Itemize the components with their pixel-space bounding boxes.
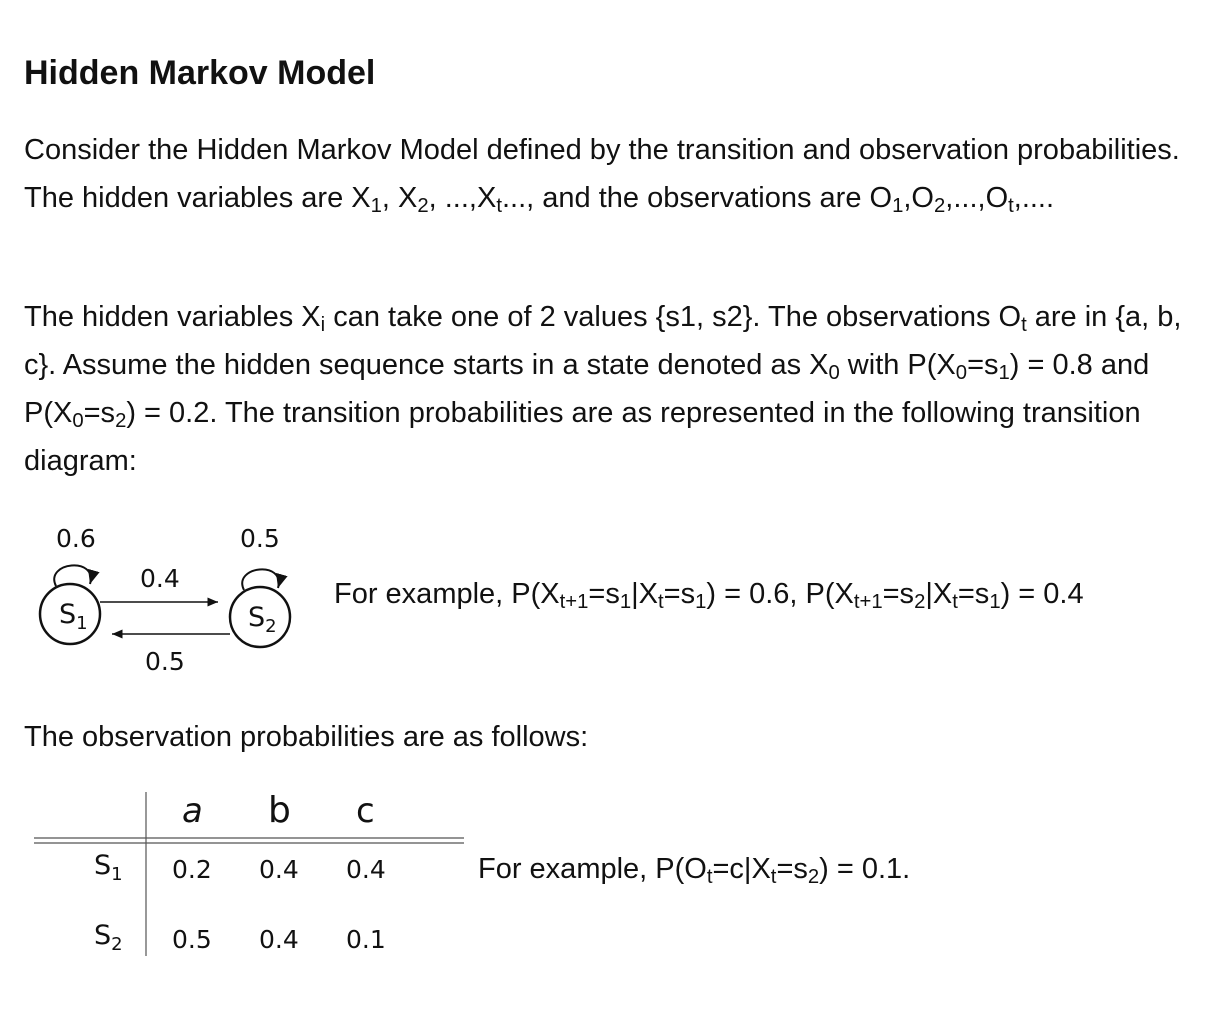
- text: are in {a, b, c}. Assume the hidden sequence starts in a state denoted as X: [24, 301, 1182, 381]
- text: ) = 0.6, P(X: [706, 578, 854, 610]
- subscript: 1: [695, 591, 707, 614]
- subscript: 2: [914, 591, 926, 614]
- cell-s1-a: 0.2: [172, 855, 212, 884]
- subscript: t: [952, 591, 958, 614]
- text: ,....: [1013, 182, 1055, 214]
- text: , ...,X: [428, 182, 497, 214]
- text: =s: [882, 578, 915, 610]
- s2-to-s1-prob: 0.5: [145, 647, 185, 676]
- cell-s2-c: 0.1: [346, 925, 386, 954]
- cell-s2-a: 0.5: [172, 925, 212, 954]
- cell-s2-b: 0.4: [259, 925, 299, 954]
- text: can take one of 2 values {s1, s2}. The observations O: [325, 301, 1022, 333]
- text: |X: [925, 578, 953, 610]
- subscript: 0: [828, 362, 840, 385]
- column-header-a: a: [182, 791, 203, 831]
- text: Consider the Hidden Markov Model defined by the transition and observation probabilities. The hidden variables are X: [24, 134, 1180, 214]
- subscript: 1: [892, 195, 904, 218]
- subscript: 2: [934, 195, 946, 218]
- observation-table-svg: [24, 780, 484, 970]
- text: =s: [967, 349, 999, 381]
- s1-to-s2-prob: 0.4: [140, 564, 180, 593]
- text: =c|X: [712, 853, 771, 885]
- hidden-variables-paragraph: [24, 293, 1194, 485]
- subscript: 1: [619, 591, 632, 614]
- observation-example: [478, 853, 911, 889]
- transition-diagram-svg: [24, 510, 324, 690]
- text: For example, P(O: [478, 853, 707, 885]
- text: with P(X: [839, 349, 956, 381]
- subscript: t: [706, 866, 713, 889]
- subscript: t+1: [853, 591, 883, 614]
- text: ) = 0.2. The transition probabilities are as represented in the following transition diagram:: [24, 397, 1141, 477]
- text: ..., and the observations are O: [501, 182, 893, 214]
- subscript: 2: [807, 866, 820, 889]
- subscript: i: [320, 314, 326, 337]
- subscript: 0: [955, 362, 968, 385]
- cell-s1-b: 0.4: [259, 855, 299, 884]
- text: |X: [631, 578, 659, 610]
- subscript: t: [496, 195, 502, 218]
- state-s1-label: $S_1$: [59, 599, 88, 634]
- subscript: t: [658, 591, 664, 614]
- text: For example, P(X: [334, 578, 560, 610]
- observation-intro: The observation probabilities are as follows:: [24, 721, 589, 753]
- text: , X: [381, 182, 418, 214]
- text: ) = 0.1.: [819, 853, 911, 885]
- intro-paragraph: [24, 126, 1194, 222]
- subscript: t: [770, 866, 777, 889]
- text: =s: [663, 578, 696, 610]
- text: ) = 0.4: [1000, 578, 1084, 610]
- row-label-s2: $S_2$: [94, 920, 123, 955]
- text: =s: [957, 578, 990, 610]
- text: ,O: [903, 182, 934, 214]
- text: The hidden variables X: [24, 301, 321, 333]
- text: =s: [776, 853, 808, 885]
- cell-s1-c: 0.4: [346, 855, 386, 884]
- subscript: 2: [115, 410, 127, 433]
- transition-example: [334, 578, 1084, 614]
- observation-table: [24, 780, 484, 970]
- row-label-s1: $S_1$: [94, 850, 123, 885]
- subscript: 0: [72, 410, 84, 433]
- subscript: 2: [417, 195, 429, 218]
- subscript: t+1: [559, 591, 589, 614]
- s2-self-prob: 0.5: [240, 524, 280, 553]
- subscript: t: [1008, 195, 1014, 218]
- page-title: Hidden Markov Model: [24, 54, 376, 92]
- subscript: 1: [370, 195, 382, 218]
- text: ,...,O: [945, 182, 1009, 214]
- state-s2-label: $S_2$: [248, 602, 277, 637]
- column-header-b: b: [268, 790, 291, 831]
- text: ) = 0.8 and P(X: [24, 349, 1150, 429]
- s1-self-prob: 0.6: [56, 524, 96, 553]
- subscript: t: [1021, 314, 1027, 337]
- text: =s: [83, 397, 116, 429]
- column-header-c: c: [356, 791, 375, 831]
- subscript: 1: [989, 591, 1001, 614]
- transition-diagram: [24, 510, 324, 690]
- text: =s: [588, 578, 620, 610]
- subscript: 1: [998, 362, 1010, 385]
